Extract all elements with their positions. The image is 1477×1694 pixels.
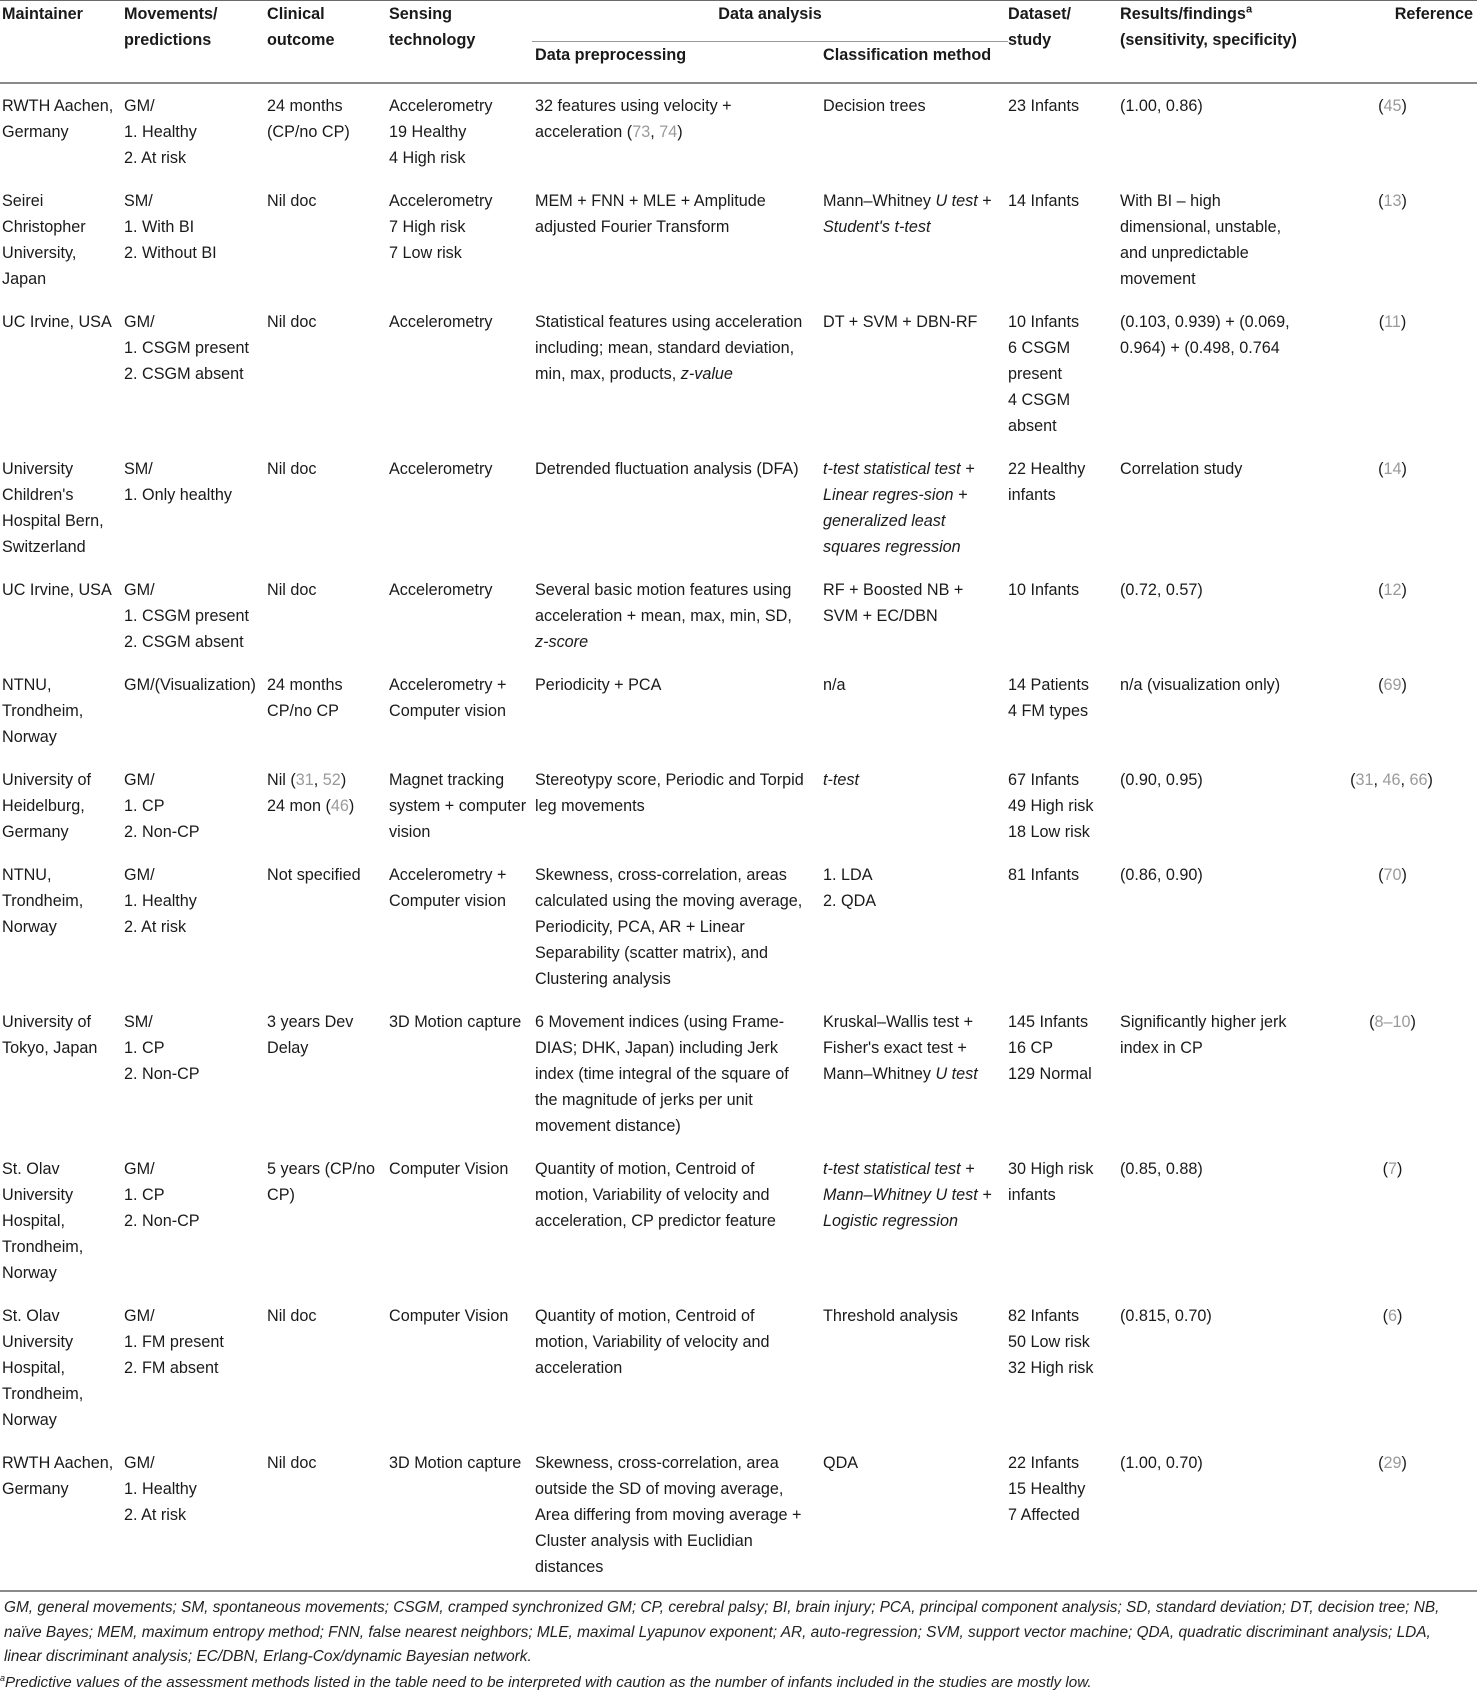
sensing-technology-cell [389, 83, 532, 179]
sensing-technology-cell [389, 447, 532, 568]
maintainer-cell: NTNU, Trondheim, Norway [2, 866, 84, 936]
cell-line: 81 Infants [1008, 866, 1080, 884]
cell-line: 7 Affected [1008, 1506, 1080, 1524]
table-row [0, 1294, 1477, 1441]
reference-cell: (45) [1378, 97, 1407, 115]
cell-line: 2. Non-CP [124, 1065, 200, 1083]
clinical-outcome-cell: Nil doc [267, 1454, 317, 1472]
movements-cell [124, 568, 267, 663]
clinical-outcome-cell: 5 years (CP/no CP) [267, 1160, 375, 1204]
reference-cell: (6) [1382, 1307, 1403, 1325]
results-cell: n/a (visualization only) [1120, 676, 1281, 694]
dataset-cell [1008, 447, 1120, 568]
cell-line: 2. CSGM absent [124, 633, 244, 651]
dataset-cell [1008, 1294, 1120, 1441]
header-classification: Classification method [823, 42, 1008, 84]
reference-cell: (13) [1378, 192, 1407, 210]
cell-line: GM/ [124, 1307, 155, 1325]
cell-line: 145 Infants [1008, 1013, 1089, 1031]
cell-line: 10 Infants [1008, 581, 1080, 599]
cell-line: 4 FM types [1008, 702, 1089, 720]
classification-method-cell: Threshold analysis [823, 1307, 958, 1325]
cell-line: SM/ [124, 1013, 153, 1031]
cell-line: 4 High risk [389, 149, 466, 167]
sensing-technology-cell [389, 1147, 532, 1294]
classification-method-cell [823, 853, 1008, 1000]
cell-line: 7 Low risk [389, 244, 462, 262]
cell-line: GM/ [124, 771, 155, 789]
dataset-cell [1008, 83, 1120, 179]
results-cell: (1.00, 0.70) [1120, 1454, 1203, 1472]
dataset-cell [1008, 568, 1120, 663]
cell-line: 14 Infants [1008, 192, 1080, 210]
results-cell: (0.86, 0.90) [1120, 866, 1203, 884]
results-cell: (0.72, 0.57) [1120, 581, 1203, 599]
cell-line: 2. At risk [124, 149, 187, 167]
cell-line: 1. CP [124, 1039, 165, 1057]
cell-line: Accelerometry [389, 313, 493, 331]
movements-cell [124, 300, 267, 447]
table-row [0, 1000, 1477, 1147]
clinical-outcome-cell: Nil doc [267, 460, 317, 478]
table-row [0, 300, 1477, 447]
preprocessing-cell: 6 Movement indices (using Frame-DIAS; DHK, Japan) including Jerk index (time integral of the square of the magnitude of jerks per unit movement distance) [535, 1013, 789, 1135]
clinical-outcome-cell: 24 months (CP/no CP) [267, 97, 350, 141]
clinical-outcome-cell: Nil doc [267, 192, 317, 210]
maintainer-cell: St. Olav University Hospital, Trondheim, Norway [2, 1160, 84, 1282]
maintainer-cell: St. Olav University Hospital, Trondheim, Norway [2, 1307, 84, 1429]
cell-line: Computer Vision [389, 1160, 509, 1178]
maintainer-cell: UC Irvine, USA [2, 313, 112, 331]
clinical-outcome-cell: Nil (31, 52) 24 mon (46) [267, 771, 355, 815]
cell-line: 3D Motion capture [389, 1454, 522, 1472]
cell-line: 1. Healthy [124, 1480, 197, 1498]
cell-line: 82 Infants [1008, 1307, 1080, 1325]
cell-line: 1. CSGM present [124, 339, 250, 357]
sensing-technology-cell [389, 1294, 532, 1441]
classification-method-cell: QDA [823, 1454, 859, 1472]
abbreviations-footnote: GM, general movements; SM, spontaneous movements; CSGM, cramped synchronized GM; CP, cerebral palsy; BI, brain injury; PCA, principal component analysis; SD, standard deviation; DT, decision tree; NB, naïve Bayes; MEM, maximum entropy method; FNN, false nearest neighbors; MLE, maximal Lyapunov exponent; AR, auto-regression; SVM, support vector machine; QDA, quadratic discriminant analysis; LDA, linear discriminant analysis; EC/DBN, Erlang-Cox/dynamic Bayesian network. [4, 1599, 1440, 1665]
header-sensing: Sensing technology [389, 5, 476, 49]
classification-method-cell: RF + Boosted NB + SVM + EC/DBN [823, 581, 964, 625]
dataset-cell [1008, 1147, 1120, 1294]
cell-line: 2. CSGM absent [124, 365, 244, 383]
cell-line: 67 Infants [1008, 771, 1080, 789]
cell-line: 1. With BI [124, 218, 195, 236]
classification-method-cell: Kruskal–Wallis test + Fisher's exact test + Mann–Whitney U test [823, 1013, 978, 1083]
results-cell: Significantly higher jerk index in CP [1120, 1013, 1287, 1057]
cell-line: 2. Non-CP [124, 1212, 200, 1230]
reference-cell: (7) [1382, 1160, 1403, 1178]
cell-line: Accelerometry + Computer vision [389, 676, 507, 720]
cell-line: 14 Patients [1008, 676, 1090, 694]
cell-line: 1. CP [124, 797, 165, 815]
header-movements: Movements/ predictions [124, 5, 218, 49]
results-cell: (0.815, 0.70) [1120, 1307, 1212, 1325]
cell-line: Accelerometry [389, 192, 493, 210]
preprocessing-cell: Skewness, cross-correlation, areas calculated using the moving average, Periodicity, PCA, AR + Linear Separability (scatter matrix), and Clustering analysis [535, 866, 803, 988]
cell-line: 2. QDA [823, 892, 877, 910]
movements-cell [124, 853, 267, 1000]
table-row [0, 853, 1477, 1000]
maintainer-cell: UC Irvine, USA [2, 581, 112, 599]
maintainer-cell: Seirei Christopher University, Japan [2, 192, 86, 288]
preprocessing-cell: 32 features using velocity + acceleration (73, 74) [535, 97, 732, 141]
classification-method-cell: t-test [823, 771, 859, 789]
dataset-cell [1008, 758, 1120, 853]
maintainer-cell: University of Tokyo, Japan [2, 1013, 98, 1057]
classification-method-cell: DT + SVM + DBN-RF [823, 313, 978, 331]
dataset-cell [1008, 300, 1120, 447]
cell-line: SM/ [124, 460, 153, 478]
cell-line: 50 Low risk [1008, 1333, 1090, 1351]
cell-line: 49 High risk [1008, 797, 1094, 815]
clinical-outcome-cell: 3 years Dev Delay [267, 1013, 354, 1057]
cell-line: 129 Normal [1008, 1065, 1092, 1083]
sensing-technology-cell [389, 1000, 532, 1147]
cell-line: 23 Infants [1008, 97, 1080, 115]
sensing-technology-cell [389, 758, 532, 853]
cell-line: GM/ [124, 581, 155, 599]
dataset-cell [1008, 1441, 1120, 1588]
movements-cell [124, 83, 267, 179]
maintainer-cell: University Children's Hospital Bern, Switzerland [2, 460, 104, 556]
results-cell: (0.90, 0.95) [1120, 771, 1203, 789]
cell-line: 1. FM present [124, 1333, 224, 1351]
clinical-outcome-cell: 24 months CP/no CP [267, 676, 343, 720]
reference-cell: (69) [1378, 676, 1407, 694]
cell-line: 3D Motion capture [389, 1013, 522, 1031]
cell-line: 4 CSGM absent [1008, 391, 1071, 435]
header-clinical: Clinical outcome [267, 5, 335, 49]
cell-line: 19 Healthy [389, 123, 467, 141]
header-results: Results/findings$^a$ (sensitivity, specificity) [1120, 3, 1297, 49]
results-cell: (0.85, 0.88) [1120, 1160, 1203, 1178]
reference-cell: (8–10) [1369, 1013, 1416, 1031]
preprocessing-cell: Detrended fluctuation analysis (DFA) [535, 460, 799, 478]
results-cell: With BI – high dimensional, unstable, and unpredictable movement [1120, 192, 1282, 288]
cell-line: 1. CSGM present [124, 607, 250, 625]
cell-line: 22 Infants [1008, 1454, 1080, 1472]
table-header [0, 1, 1477, 84]
footnote-separator [0, 1590, 1477, 1592]
maintainer-cell: NTNU, Trondheim, Norway [2, 676, 84, 746]
dataset-cell [1008, 1000, 1120, 1147]
reference-cell: (11) [1378, 313, 1407, 331]
movements-cell [124, 179, 267, 300]
table-row [0, 1441, 1477, 1588]
movements-cell [124, 1294, 267, 1441]
table-body [0, 83, 1477, 1588]
cell-line: Accelerometry + Computer vision [389, 866, 507, 910]
dataset-cell [1008, 663, 1120, 758]
results-cell: (1.00, 0.86) [1120, 97, 1203, 115]
sensing-technology-cell [389, 663, 532, 758]
preprocessing-cell: Periodicity + PCA [535, 676, 662, 694]
preprocessing-cell: MEM + FNN + MLE + Amplitude adjusted Fourier Transform [535, 192, 766, 236]
results-cell: (0.103, 0.939) + (0.069, 0.964) + (0.498, 0.764 [1120, 313, 1290, 357]
movements-cell [124, 758, 267, 853]
table-row [0, 179, 1477, 300]
table-row [0, 568, 1477, 663]
header-preprocessing: Data preprocessing [532, 42, 823, 84]
sensing-technology-cell [389, 1441, 532, 1588]
cell-line: 22 Healthy infants [1008, 460, 1086, 504]
maintainer-cell: RWTH Aachen, Germany [2, 97, 114, 141]
cell-line: 16 CP [1008, 1039, 1054, 1057]
cell-line: 10 Infants [1008, 313, 1080, 331]
maintainer-cell: RWTH Aachen, Germany [2, 1454, 114, 1498]
reference-cell: (14) [1378, 460, 1407, 478]
classification-method-cell: n/a [823, 676, 846, 694]
predictive-values-note: $^a$Predictive values of the assessment methods listed in the table need to be interpreted with caution as the number of infants included in the studies are mostly low. [0, 1672, 1092, 1691]
sensing-technology-cell [389, 568, 532, 663]
cell-line: GM/ [124, 313, 155, 331]
dataset-cell [1008, 853, 1120, 1000]
preprocessing-cell: Statistical features using acceleration including; mean, standard deviation, min, max, products, z-value [535, 313, 803, 383]
dataset-cell [1008, 179, 1120, 300]
cell-line: Accelerometry [389, 97, 493, 115]
preprocessing-cell: Quantity of motion, Centroid of motion, Variability of velocity and acceleration [535, 1307, 770, 1377]
table-row [0, 83, 1477, 179]
clinical-outcome-cell: Nil doc [267, 1307, 317, 1325]
cell-line: 7 High risk [389, 218, 466, 236]
classification-method-cell: t-test statistical test + Linear regres-sion + generalized least squares regression [823, 460, 975, 556]
table-row [0, 447, 1477, 568]
reference-cell: (12) [1378, 581, 1407, 599]
movements-cell [124, 663, 267, 758]
sensing-technology-cell [389, 300, 532, 447]
cell-line: Computer Vision [389, 1307, 509, 1325]
cell-line: 2. FM absent [124, 1359, 219, 1377]
preprocessing-cell: Several basic motion features using acceleration + mean, max, min, SD, z-score [535, 581, 792, 651]
cell-line: 32 High risk [1008, 1359, 1094, 1377]
movements-cell [124, 1000, 267, 1147]
cell-line: 6 CSGM present [1008, 339, 1071, 383]
cell-line: 1. LDA [823, 866, 873, 884]
cell-line: GM/ [124, 1160, 155, 1178]
cell-line: GM/ [124, 97, 155, 115]
cell-line: 2. At risk [124, 1506, 187, 1524]
cell-line: 1. Healthy [124, 892, 197, 910]
sensing-technology-cell [389, 853, 532, 1000]
preprocessing-cell: Quantity of motion, Centroid of motion, Variability of velocity and acceleration, CP predictor feature [535, 1160, 776, 1230]
cell-line: 18 Low risk [1008, 823, 1090, 841]
table-row [0, 1147, 1477, 1294]
cell-line: GM/ [124, 866, 155, 884]
preprocessing-cell: Stereotypy score, Periodic and Torpid leg movements [535, 771, 804, 815]
header-data-analysis: Data analysis [718, 5, 822, 23]
cell-line: Magnet tracking system + computer vision [389, 771, 527, 841]
reference-cell: (70) [1378, 866, 1407, 884]
table-row [0, 663, 1477, 758]
cell-line: 30 High risk infants [1008, 1160, 1094, 1204]
cell-line: 1. Healthy [124, 123, 197, 141]
cell-line: SM/ [124, 192, 153, 210]
cell-line: 2. Non-CP [124, 823, 200, 841]
movements-cell [124, 1147, 267, 1294]
classification-method-cell: Mann–Whitney U test + Student's t-test [823, 192, 992, 236]
clinical-outcome-cell: Not specified [267, 866, 361, 884]
clinical-outcome-cell: Nil doc [267, 313, 317, 331]
cell-line: 2. Without BI [124, 244, 217, 262]
results-cell: Correlation study [1120, 460, 1243, 478]
cell-line: Accelerometry [389, 460, 493, 478]
header-dataset: Dataset/ study [1008, 5, 1071, 49]
movements-cell [124, 447, 267, 568]
maintainer-cell: University of Heidelburg, Germany [2, 771, 92, 841]
clinical-outcome-cell: Nil doc [267, 581, 317, 599]
cell-line: 1. CP [124, 1186, 165, 1204]
cell-line: 1. Only healthy [124, 486, 232, 504]
cell-line: Accelerometry [389, 581, 493, 599]
reference-cell: (29) [1378, 1454, 1407, 1472]
movements-cell [124, 1441, 267, 1588]
sensing-technology-cell [389, 179, 532, 300]
preprocessing-cell: Skewness, cross-correlation, area outside the SD of moving average, Area differing from moving average + Cluster analysis with Euclidian distances [535, 1454, 802, 1576]
table-row [0, 758, 1477, 853]
header-reference: Reference [1394, 5, 1474, 23]
cell-line: GM/ [124, 1454, 155, 1472]
reference-cell: (31, 46, 66) [1350, 771, 1433, 789]
header-maintainer: Maintainer [2, 5, 83, 23]
classification-method-cell: t-test statistical test + Mann–Whitney U test + Logistic regression [823, 1160, 992, 1230]
cell-line: 2. At risk [124, 918, 187, 936]
cell-line: 15 Healthy [1008, 1480, 1086, 1498]
classification-method-cell: Decision trees [823, 97, 926, 115]
cell-line: GM/(Visualization) [124, 676, 256, 694]
